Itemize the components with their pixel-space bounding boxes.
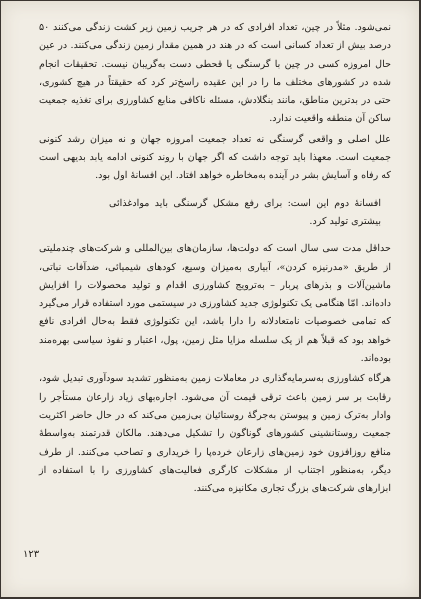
body-text — [39, 19, 391, 498]
paragraph-5: هرگاه کشاورزی به‌سرمایه‌گذاری در معاملات زمین به‌منظور تشدید سودآوری تبدیل شود، رقابت بر سر زمین باعث ترقی قیمت آن می‌شود. اجاره‌بهای زیاد زارعان مستأجر را وادار به‌ترک زمین و پیوستن به‌جرگهٔ روستائیان بی‌زمین می‌کند که در حال حاضر اکثریت جمعیت روستانشینی کشورهای گوناگون را تشکیل می‌دهند. مالکان قدرتمند به‌واسطهٔ منافع روزافزون خود زمین‌های زارعان خرده‌پا را خریداری و تصاحب می‌کنند. از طرف دیگر، به‌منظور اجتناب از مشکلات کارگری فعالیت‌های کشاورزی را با استفاده از ابزارهای شرکت‌های بزرگ تجاری مکانیزه می‌کنند. — [39, 373, 391, 495]
paragraph-2: علل اصلی و واقعی گرسنگی نه تعداد جمعیت امروزه جهان و نه میزان رشد کنونی جمعیت است. معهذا باید توجه داشت که اگر جهان با روند کنونی ادامه یابد بدیهی است که رفاه و آسایش بشر در آینده به‌مخاطره خواهد افتاد. این افسانهٔ اول بود. — [39, 133, 391, 182]
book-page — [1, 1, 419, 597]
page-number: ۱۲۳ — [23, 549, 40, 560]
paragraph-3-myth-two: افسانهٔ دوم این است: برای رفع مشکل گرسنگی باید موادغذائی بیشتری تولید کرد. — [109, 197, 381, 227]
paragraph-1: نمی‌شود. مثلاً در چین، تعداد افرادی که در هر جریب زمین زیر کشت زندگی می‌کنند ۵۰ درصد بیش از تعداد کسانی است که در هند در همین مقدار زمین زندگی می‌کنند. در عین حال امروزه کسی در چین با گرسنگی یا قحطی دست به‌گریبان نیست. تحقیقات انجام شده در کشورهای مختلف ما را در این عقیده راسخ‌تر کرد که حقیقتاً در هیچ کشوری، حتی در بدترین مناطق، مانند بنگلادش، مسئله ناکافی منابع کشاورزی برای تغذیه جمعیت ساکن آن منطقه واقعیت ندارد. — [39, 22, 391, 125]
paragraph-4: حداقل مدت سی سال است که دولت‌ها، سازمان‌های بین‌المللی و شرکت‌های چندملیتی از طریق «مدرنیزه کردن»، آبیاری به‌میزان وسیع، کودهای شیمیائی، ضدآفات نباتی، ماشین‌آلات و بذرهای پربار – به‌ترویج کشاورزی اقدام و تولید محصولات را افزایش داده‌اند. امّا هنگامی یک تکنولوژی جدید کشاورزی در سیستمی مورد استفاده قرار می‌گیرد که تمامی خصوصیات نامتعادلانه را دارا باشد، این تکنولوژی فقط به‌حال افرادی نافع خواهد بود که قبلاً هم از یک سلسله مزایا مثل زمین، پول، اعتبار و نفوذ سیاسی بهره‌مند بوده‌اند. — [39, 243, 391, 365]
